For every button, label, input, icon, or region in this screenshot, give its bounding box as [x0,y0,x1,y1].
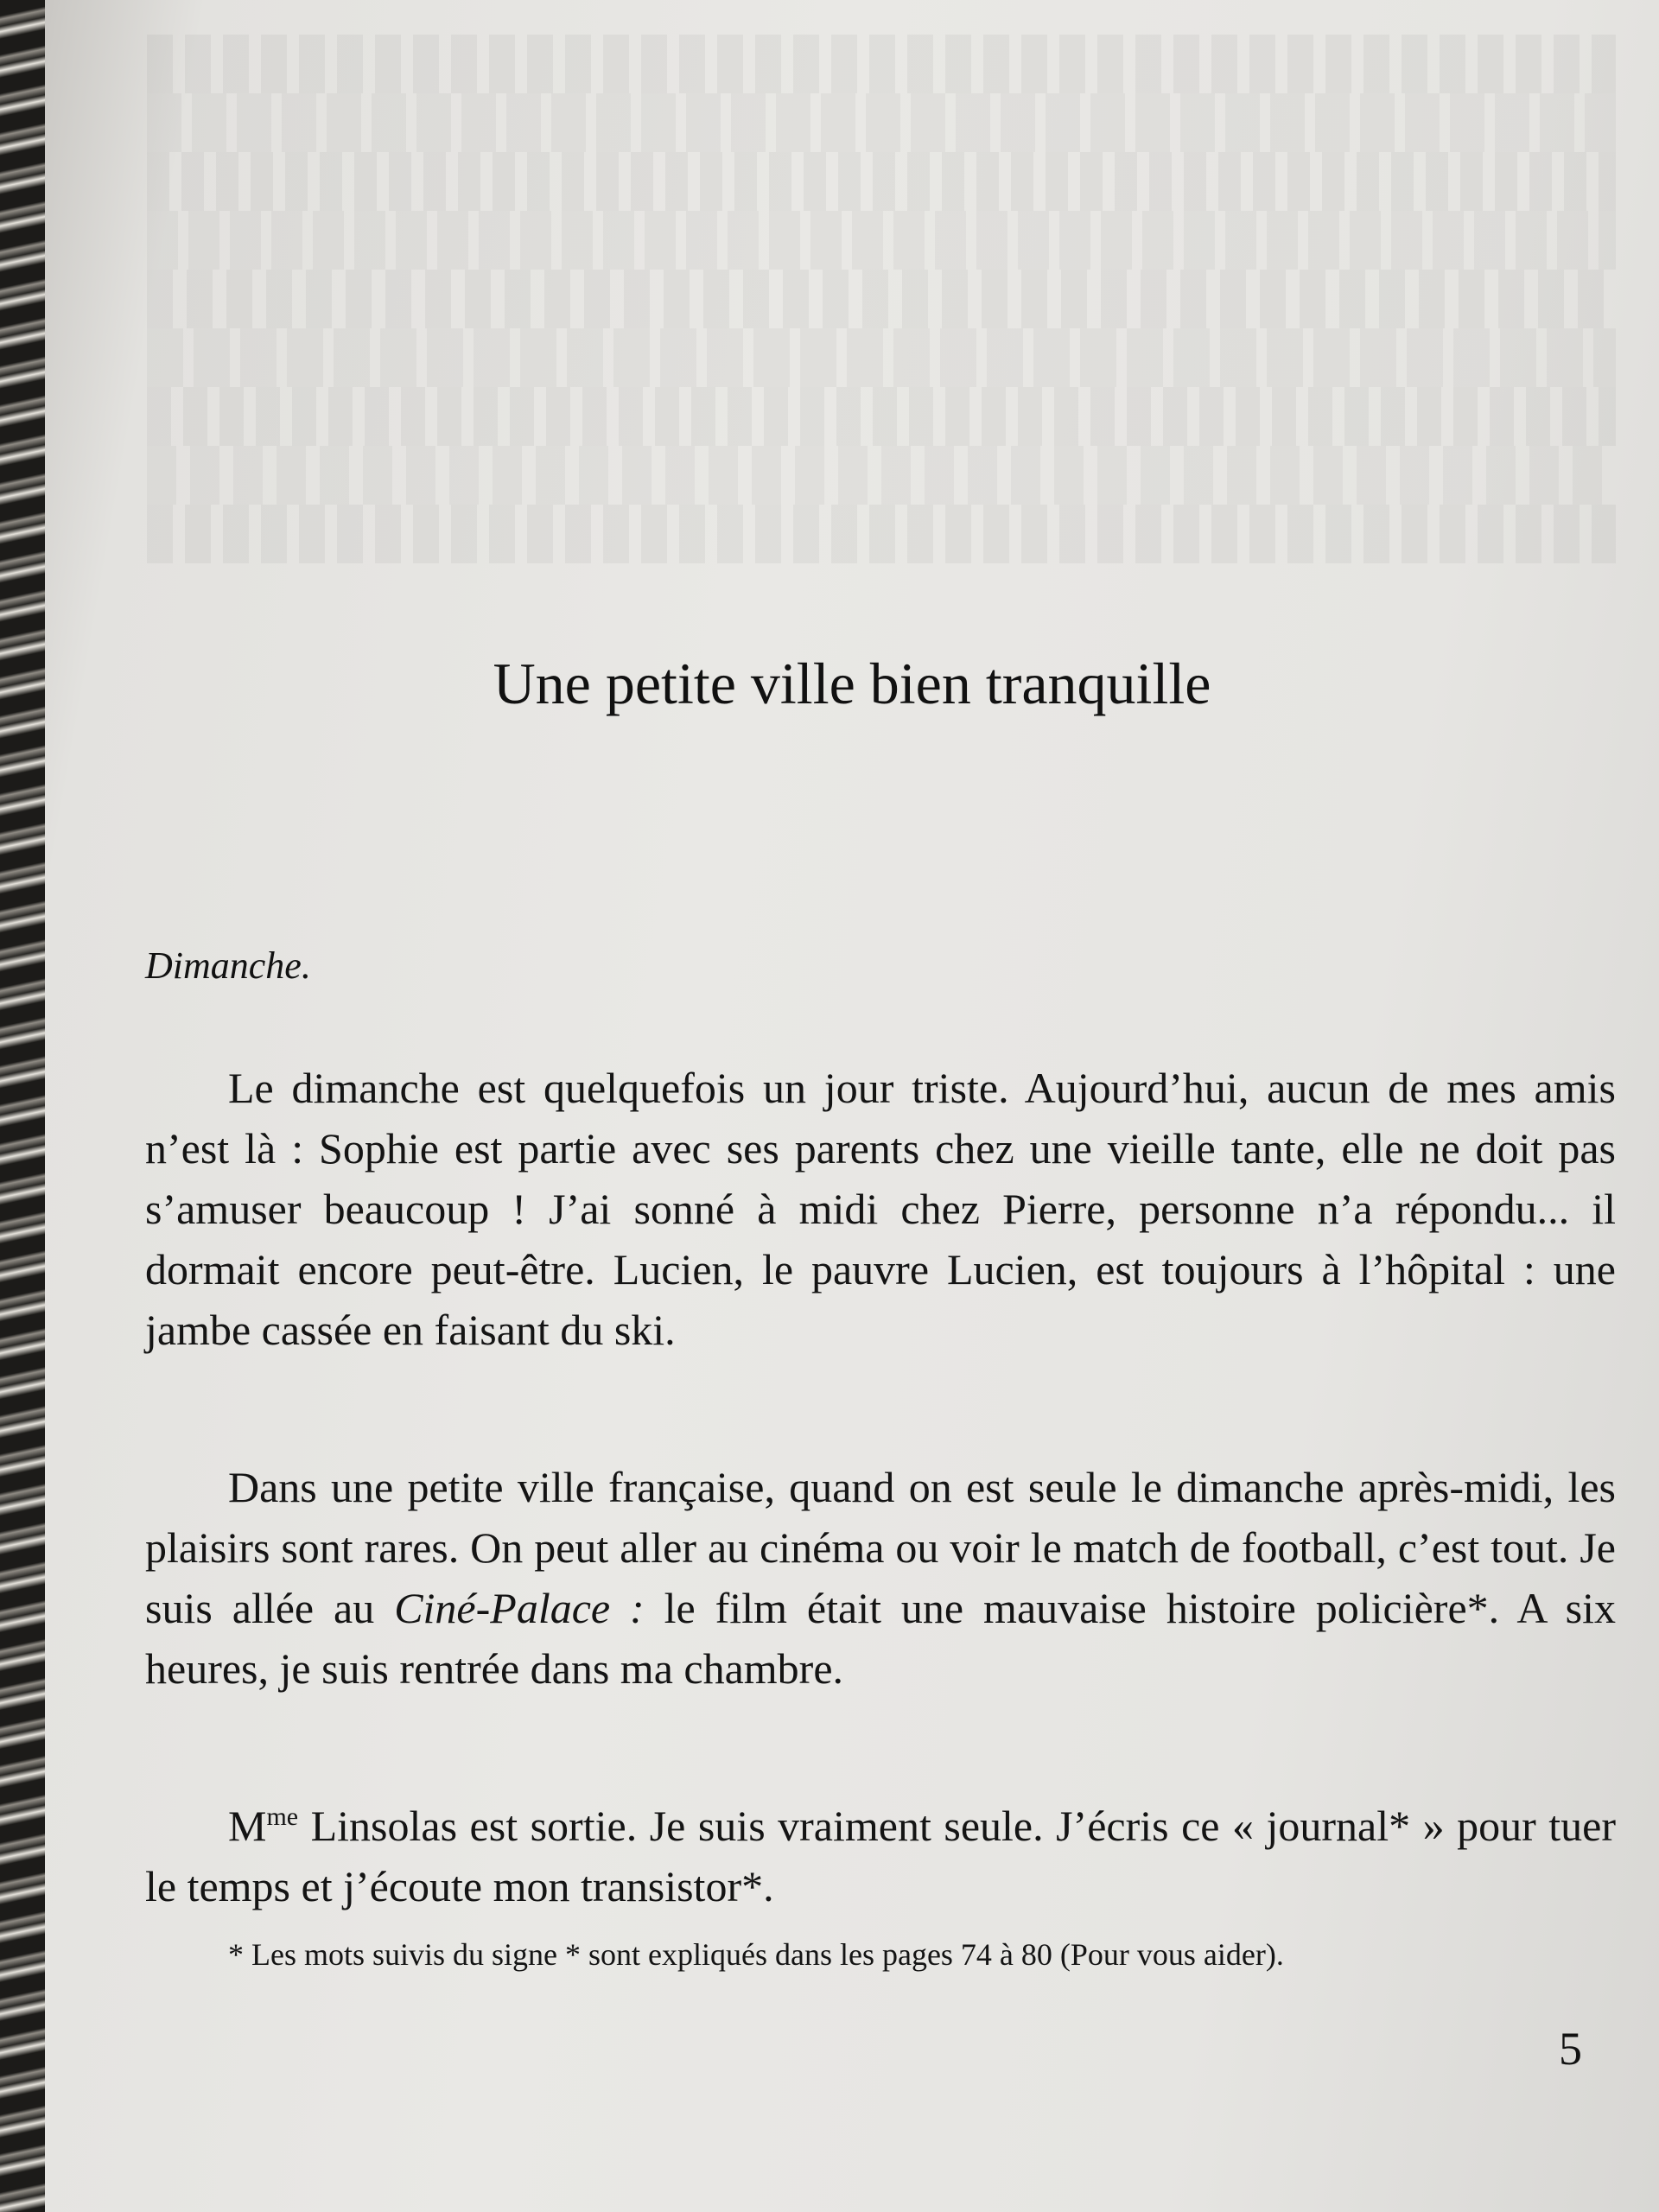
book-page [45,0,1659,2212]
chapter-title: Une petite ville bien tranquille [493,651,1211,716]
paragraph-3 [145,1796,1616,1916]
cinema-name: Ciné-Palace : [394,1584,645,1632]
paragraph-2 [145,1457,1616,1699]
page-number: 5 [1559,2023,1582,2075]
title-abbrev: M [228,1802,267,1850]
book-spine-edge [0,0,45,2212]
title-abbrev-superscript: me [266,1802,299,1831]
entry-date-label: Dimanche. [145,944,311,987]
paragraph-1: Le dimanche est quelquefois un jour triste. Aujourd’hui, aucun de mes amis n’est là : Sophie est partie avec ses parents chez une vieille tante, elle ne doit pas s’amuser beaucoup ! J’ai sonné à midi chez Pierre, personne n’a répondu... il dormait encore peut-être. Lucien, le pauvre Lucien, est toujours à l’hôpital : une jambe cassée en faisant du ski. [145,1064,1616,1354]
footnote: * Les mots suivis du signe * sont expliqués dans les pages 74 à 80 (Pour vous aider). [228,1937,1284,1972]
paragraph-2-text-a: Dans une petite ville française, quand on est seule le dimanche après-midi, les plaisirs sont rares. On peut aller au cinéma ou voir le match de football, c’est tout. Je suis allée au [145,1463,1616,1632]
paragraph-2-text-b: le film était une mauvaise histoire policière*. A six heures, je suis rentrée dans ma chambre. [145,1584,1616,1693]
paragraph-3-text: Linsolas est sortie. Je suis vraiment seule. J’écris ce « journal* » pour tuer le temps et j’écoute mon transistor*. [145,1802,1616,1910]
show-through-texture [147,35,1616,563]
